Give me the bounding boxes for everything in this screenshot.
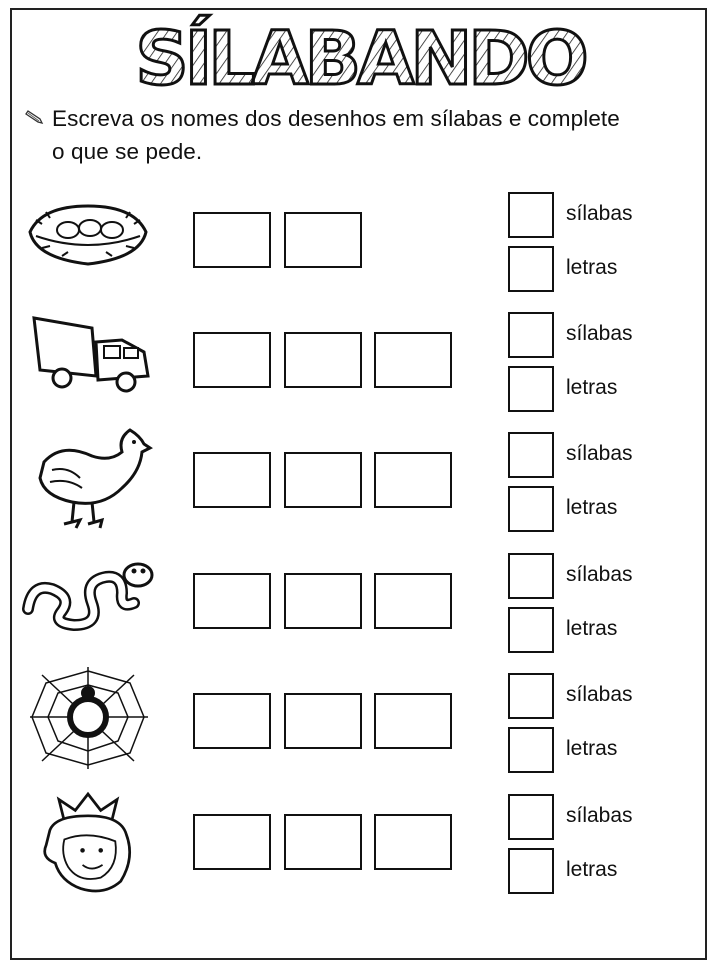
instruction-line-1: Escreva os nomes dos desenhos em sílabas e complete [52,106,620,131]
syllable-box[interactable] [284,693,362,749]
letter-count-box[interactable] [508,848,554,894]
syllable-box[interactable] [374,814,452,870]
syllable-box[interactable] [193,452,271,508]
syllables-label: sílabas [566,322,633,345]
syllables-label: sílabas [566,683,633,706]
instruction-text [52,102,712,168]
syllables-label: sílabas [566,563,633,586]
letters-label: letras [566,617,618,640]
exercise-row [0,432,717,542]
syllable-box[interactable] [374,332,452,388]
syllable-box[interactable] [284,573,362,629]
snake-icon [22,553,154,653]
letters-label: letras [566,737,618,760]
letter-count-box[interactable] [508,607,554,653]
syllables-label: sílabas [566,804,633,827]
syllables-label: sílabas [566,202,633,225]
syllable-box[interactable] [284,212,362,268]
spider-icon [22,673,154,773]
chicken-icon [22,432,154,532]
letter-count-box[interactable] [508,246,554,292]
syllable-count-box[interactable] [508,794,554,840]
letters-label: letras [566,858,618,881]
letter-count-box[interactable] [508,727,554,773]
syllable-box[interactable] [374,693,452,749]
exercise-row [0,794,717,904]
exercise-row [0,553,717,663]
syllable-count-box[interactable] [508,432,554,478]
syllable-box[interactable] [284,332,362,388]
truck-icon [22,312,154,412]
worksheet-title-logo [135,14,585,102]
exercise-row [0,312,717,422]
syllable-box[interactable] [193,814,271,870]
letters-label: letras [566,376,618,399]
syllable-box[interactable] [193,332,271,388]
syllable-box[interactable] [374,452,452,508]
exercise-row [0,192,717,302]
syllable-box[interactable] [193,693,271,749]
exercise-row [0,673,717,783]
syllable-count-box[interactable] [508,553,554,599]
letters-label: letras [566,256,618,279]
svg-text:SÍLABANDO: SÍLABANDO [135,16,585,102]
syllable-count-box[interactable] [508,192,554,238]
letter-count-box[interactable] [508,366,554,412]
syllable-box[interactable] [193,573,271,629]
nest-icon [22,192,154,292]
syllable-count-box[interactable] [508,312,554,358]
letter-count-box[interactable] [508,486,554,532]
syllable-box[interactable] [284,452,362,508]
instruction-line-2: o que se pede. [52,139,203,164]
letters-label: letras [566,496,618,519]
syllables-label: sílabas [566,442,633,465]
pencil-icon [24,110,46,126]
syllable-box[interactable] [284,814,362,870]
syllable-box[interactable] [374,573,452,629]
syllable-count-box[interactable] [508,673,554,719]
syllable-box[interactable] [193,212,271,268]
princess-icon [22,794,154,894]
